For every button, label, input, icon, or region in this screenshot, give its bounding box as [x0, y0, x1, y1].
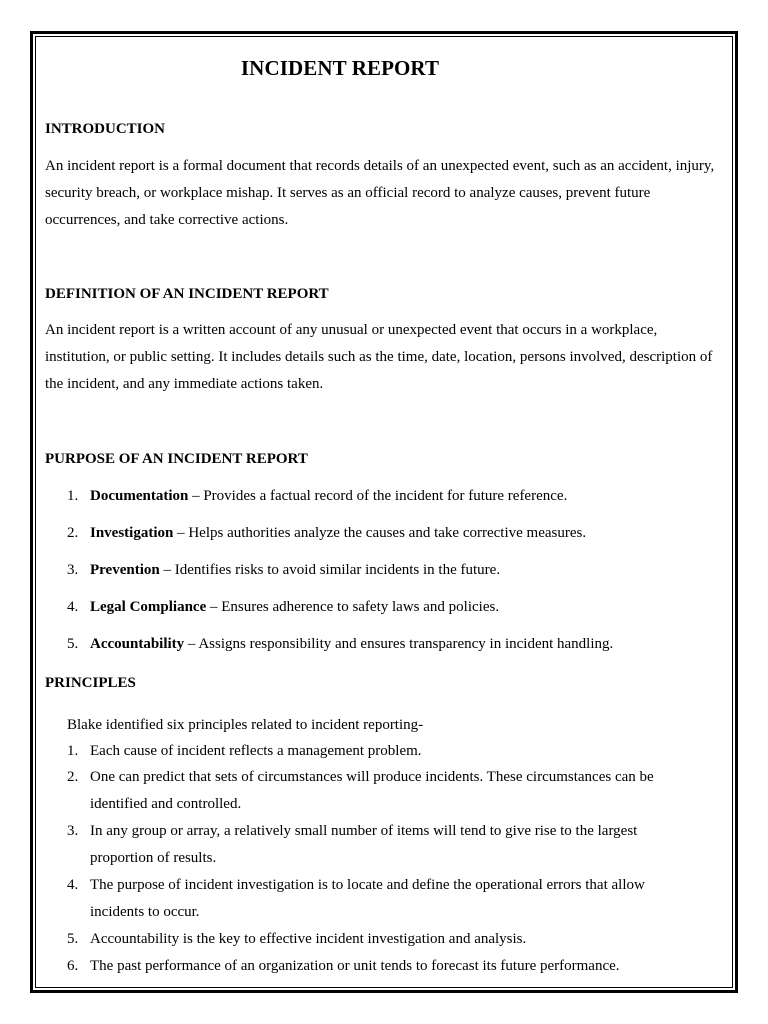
- principle-text: In any group or array, a relatively small number of items will tend to give rise to the largest: [90, 823, 638, 839]
- definition-paragraph: [45, 317, 725, 398]
- principle-list-item: [67, 818, 637, 872]
- introduction-line: An incident report is a formal document that records details of an unexpected event, such as an accident, injury,: [45, 158, 715, 174]
- purpose-description: – Ensures adherence to safety laws and policies.: [206, 599, 500, 615]
- definition-line: the incident, and any immediate actions taken.: [45, 376, 324, 392]
- list-number: 3.: [67, 823, 79, 839]
- list-number: 2.: [67, 525, 79, 541]
- list-number: 2.: [67, 769, 79, 785]
- introduction-line: security breach, or workplace mishap. It serves as an official record to analyze causes, prevent future: [45, 185, 651, 201]
- purpose-term: Investigation: [90, 525, 174, 541]
- principle-text: incidents to occur.: [90, 904, 200, 920]
- list-number: 1.: [67, 743, 79, 759]
- principles-heading: PRINCIPLES: [45, 675, 136, 691]
- purpose-list-item: [67, 562, 500, 579]
- principle-list-item: [67, 926, 526, 953]
- list-number: 1.: [67, 488, 79, 504]
- list-number: 5.: [67, 636, 79, 652]
- purpose-term: Legal Compliance: [90, 599, 207, 615]
- principle-text: proportion of results.: [90, 850, 217, 866]
- purpose-list-item: [67, 525, 586, 542]
- principle-list-item: [67, 738, 422, 765]
- definition-heading: DEFINITION OF AN INCIDENT REPORT: [45, 286, 329, 302]
- purpose-term: Documentation: [90, 488, 189, 504]
- purpose-description: – Assigns responsibility and ensures transparency in incident handling.: [184, 636, 614, 652]
- principle-text: The purpose of incident investigation is to locate and define the operational errors that allow: [90, 877, 645, 893]
- principle-list-item: [67, 872, 645, 926]
- principle-text: The past performance of an organization or unit tends to forecast its future performance.: [90, 958, 620, 974]
- list-number: 4.: [67, 877, 79, 893]
- purpose-list-item: [67, 488, 567, 505]
- principle-text: Accountability is the key to effective incident investigation and analysis.: [90, 931, 527, 947]
- list-number: 4.: [67, 599, 79, 615]
- list-number: 3.: [67, 562, 79, 578]
- principle-text: Each cause of incident reflects a management problem.: [90, 743, 422, 759]
- list-number: 5.: [67, 931, 79, 947]
- purpose-heading: PURPOSE OF AN INCIDENT REPORT: [45, 451, 308, 467]
- principle-list-item: [67, 953, 620, 980]
- purpose-term: Accountability: [90, 636, 185, 652]
- principle-list-item: [67, 764, 654, 818]
- document-title: INCIDENT REPORT: [240, 56, 440, 80]
- principle-text: One can predict that sets of circumstances will produce incidents. These circumstances can be: [90, 769, 654, 785]
- purpose-description: – Helps authorities analyze the causes and take corrective measures.: [173, 525, 587, 541]
- introduction-heading: INTRODUCTION: [45, 121, 166, 137]
- principle-text: identified and controlled.: [90, 796, 242, 812]
- definition-line: institution, or public setting. It includes details such as the time, date, location, persons involved, description of: [45, 349, 713, 365]
- purpose-description: – Provides a factual record of the incident for future reference.: [188, 488, 568, 504]
- introduction-paragraph: [45, 153, 725, 234]
- purpose-term: Prevention: [90, 562, 160, 578]
- principles-intro: Blake identified six principles related to incident reporting-: [67, 717, 424, 733]
- list-number: 6.: [67, 958, 79, 974]
- purpose-list-item: [67, 599, 499, 616]
- purpose-list-item: [67, 636, 613, 653]
- definition-line: An incident report is a written account of any unusual or unexpected event that occurs in a workplace,: [45, 322, 658, 338]
- introduction-line: occurrences, and take corrective actions.: [45, 212, 289, 228]
- purpose-description: – Identifies risks to avoid similar incidents in the future.: [159, 562, 501, 578]
